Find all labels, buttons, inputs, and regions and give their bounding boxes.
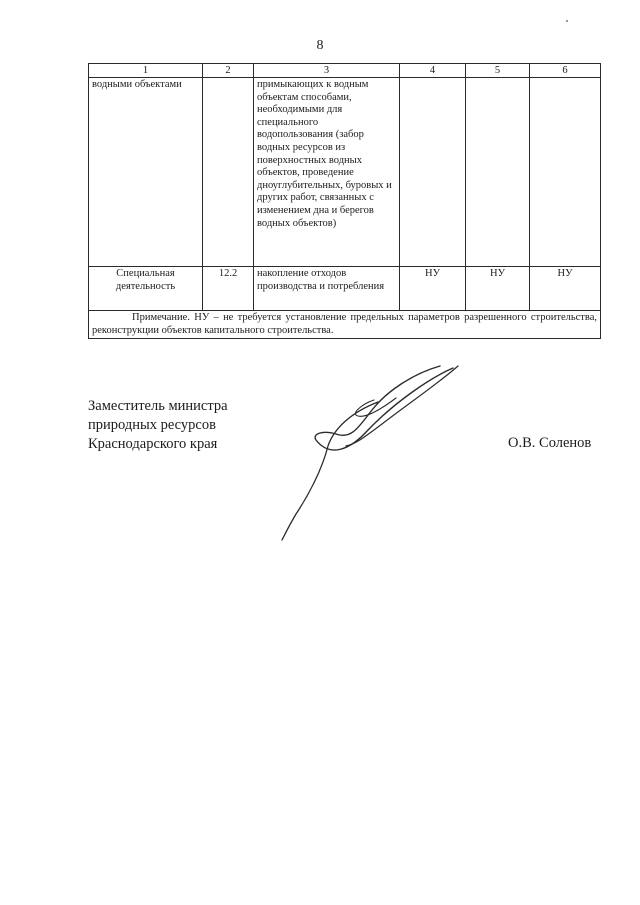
table-note-row — [89, 311, 601, 339]
cell-param-5: НУ — [466, 267, 530, 311]
cell-description: накопление отходов производства и потребления — [254, 267, 400, 311]
cell-param-4 — [400, 78, 466, 267]
cell-param-6: НУ — [530, 267, 601, 311]
signer-position-line: природных ресурсов — [88, 417, 216, 433]
table-note-text: Примечание. НУ – не требуется установление предельных параметров разрешенного строительства, реконструкции объектов капитального строительства. — [92, 312, 597, 336]
header-col-3: 3 — [254, 64, 400, 78]
table-note — [89, 311, 601, 339]
page-number: 8 — [316, 38, 324, 53]
header-col-6: 6 — [530, 64, 601, 78]
signer-position-line: Краснодарского края — [88, 436, 218, 452]
cell-param-5 — [466, 78, 530, 267]
header-col-5: 5 — [466, 64, 530, 78]
header-col-4: 4 — [400, 64, 466, 78]
signer-position-line: Заместитель министра — [88, 398, 228, 414]
cell-param-4: НУ — [400, 267, 466, 311]
land-use-table — [88, 63, 601, 339]
header-col-2: 2 — [203, 64, 254, 78]
signer-name: О.В. Соленов — [508, 435, 592, 451]
table-header-row — [89, 64, 601, 78]
cell-code: 12.2 — [203, 267, 254, 311]
cell-description: примыкающих к водным объектам способами, необходимыми для специального водопользования (забор водных ресурсов из поверхностных водных объектов, проведение дноуглубительных, буровых и других работ, связанных с изменением дна и берегов водных объектов) — [254, 78, 400, 267]
table-row — [89, 267, 601, 311]
scan-speck — [566, 20, 568, 22]
cell-use-type: водными объектами — [89, 78, 203, 267]
cell-code — [203, 78, 254, 267]
cell-use-type: Специальная деятельность — [89, 267, 203, 311]
table-row — [89, 78, 601, 267]
cell-param-6 — [530, 78, 601, 267]
signer-position — [88, 397, 228, 454]
header-col-1: 1 — [89, 64, 203, 78]
